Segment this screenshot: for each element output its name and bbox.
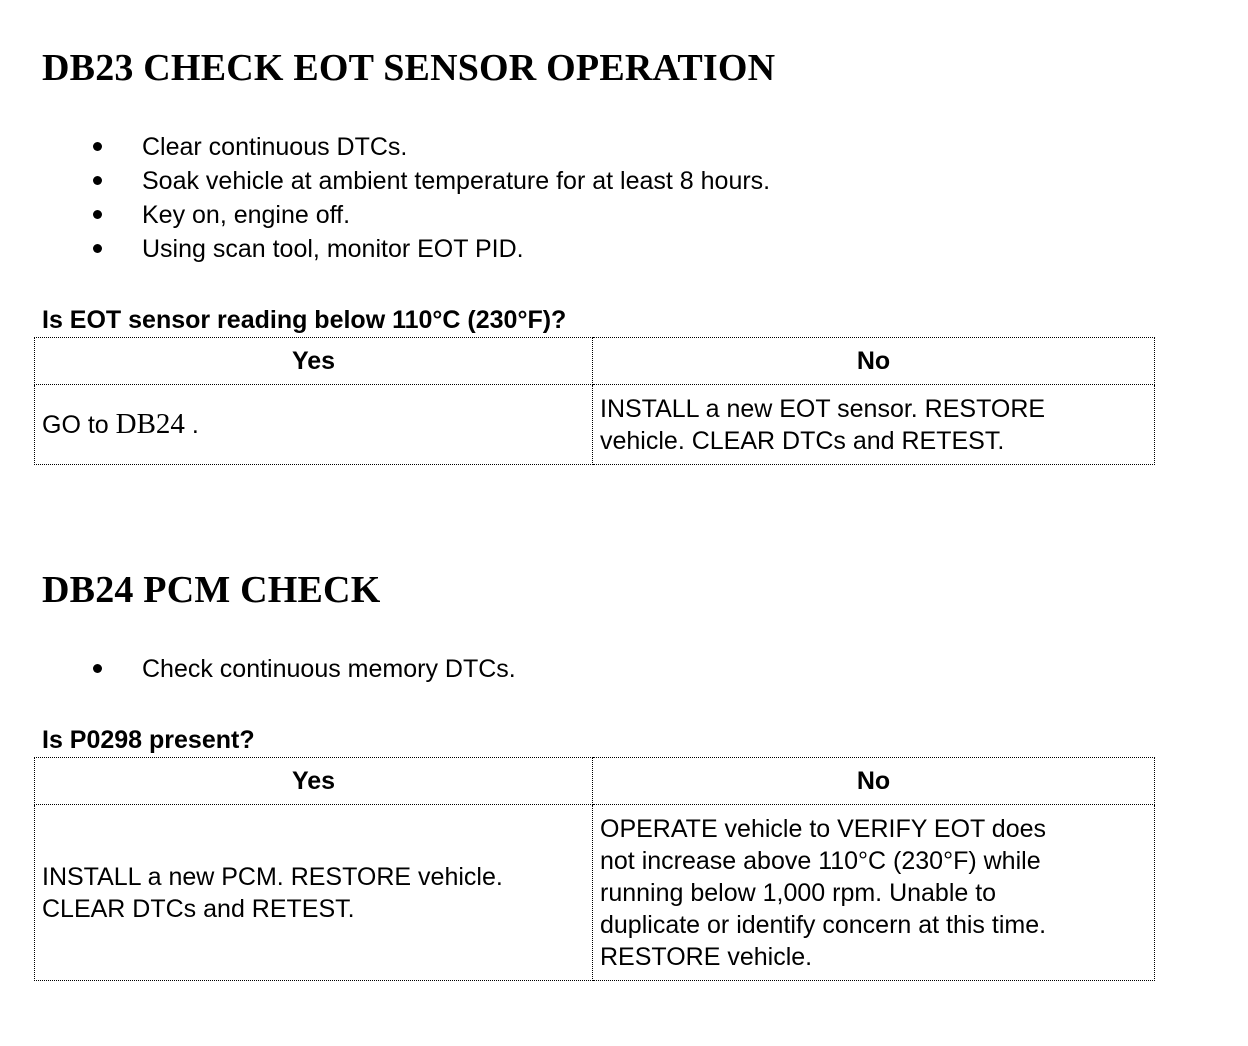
section-db24-question: Is P0298 present?: [42, 726, 255, 754]
section-db23-title: DB23 CHECK EOT SENSOR OPERATION: [42, 47, 776, 89]
no-cell: INSTALL a new EOT sensor. RESTORE vehicle. CLEAR DTCs and RETEST.: [593, 385, 1155, 465]
section-db24-steps: [0, 652, 516, 686]
section-db23-answer-table: [34, 337, 1155, 465]
bullet-icon: [93, 664, 102, 673]
yes-column-header: Yes: [35, 758, 593, 805]
section-db23-question: Is EOT sensor reading below 110°C (230°F)?: [42, 306, 567, 334]
yes-cell: INSTALL a new PCM. RESTORE vehicle. CLEAR DTCs and RETEST.: [35, 805, 593, 981]
list-item: Clear continuous DTCs.: [0, 130, 770, 164]
section-db24-title: DB24 PCM CHECK: [42, 569, 381, 611]
section-db24-answer-table: [34, 757, 1155, 981]
bullet-icon: [93, 176, 102, 185]
bullet-icon: [93, 210, 102, 219]
bullet-icon: [93, 142, 102, 151]
no-column-header: No: [593, 338, 1155, 385]
yes-cell: GO to DB24 .: [35, 385, 593, 465]
list-item: Key on, engine off.: [0, 198, 770, 232]
list-item: Check continuous memory DTCs.: [0, 652, 516, 686]
list-item: Soak vehicle at ambient temperature for at least 8 hours.: [0, 164, 770, 198]
bullet-icon: [93, 244, 102, 253]
section-db23-steps: [0, 130, 770, 266]
db24-link[interactable]: DB24: [115, 408, 185, 440]
list-item: Using scan tool, monitor EOT PID.: [0, 232, 770, 266]
no-column-header: No: [593, 758, 1155, 805]
no-cell: OPERATE vehicle to VERIFY EOT does not increase above 110°C (230°F) while running below 1,000 rpm. Unable to duplicate or identify concern at this time. RESTORE vehicle.: [593, 805, 1155, 981]
yes-column-header: Yes: [35, 338, 593, 385]
